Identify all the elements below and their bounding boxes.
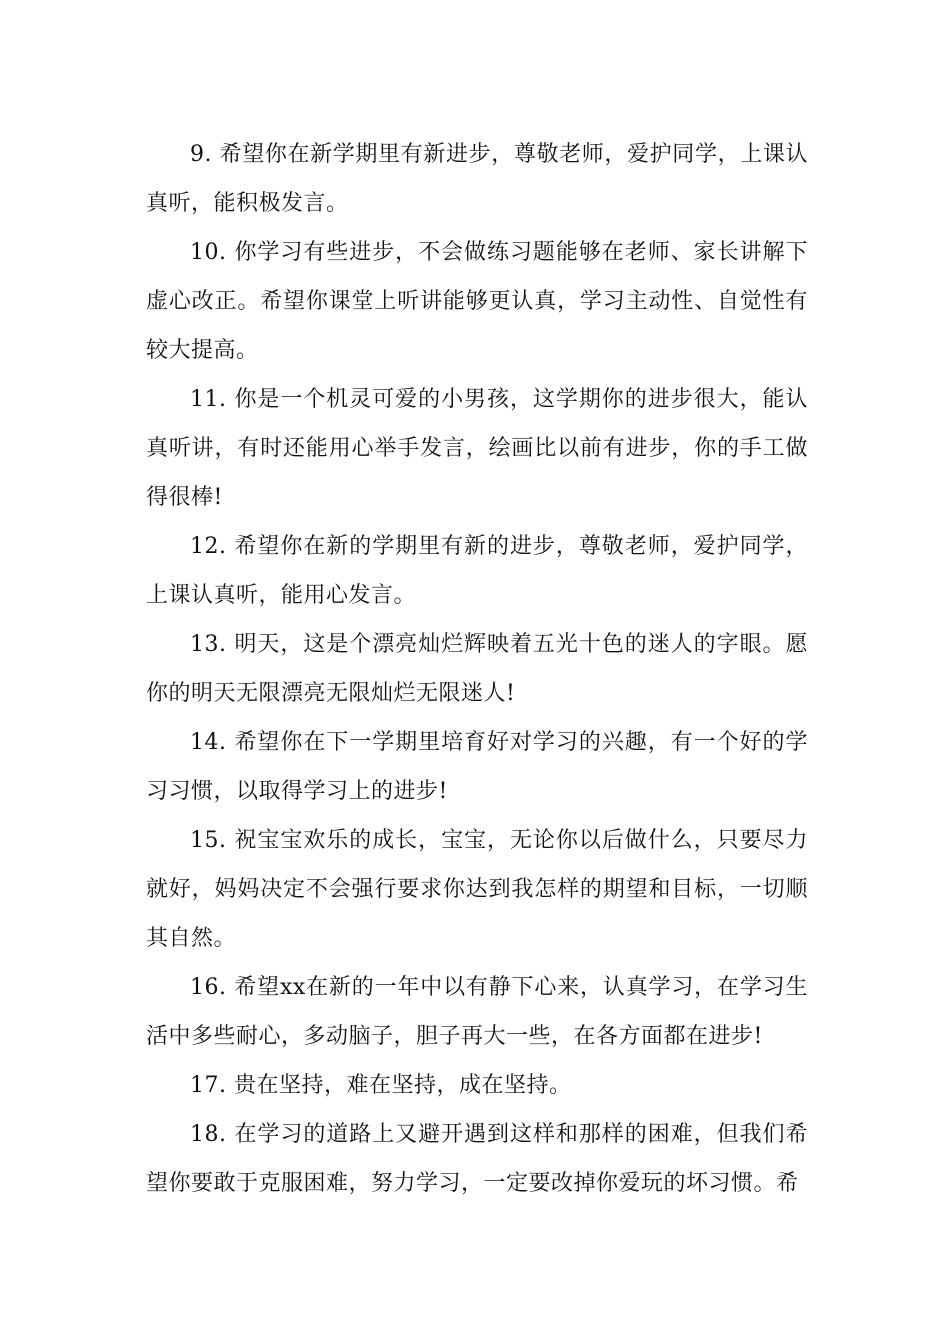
paragraph-12: 12. 希望你在新的学期里有新的进步，尊敬老师，爱护同学，上课认真听，能用心发言。 (146, 534, 808, 608)
paragraph-13: 13. 明天，这是个漂亮灿烂辉映着五光十色的迷人的字眼。愿你的明天无限漂亮无限灿烂无限迷人! (146, 632, 808, 706)
document-body (146, 130, 808, 1208)
paragraph-9: 9. 希望你在新学期里有新进步，尊敬老师，爱护同学，上课认真听，能积极发言。 (146, 142, 808, 216)
paragraph-14: 14. 希望你在下一学期里培育好对学习的兴趣，有一个好的学习习惯，以取得学习上的进步! (146, 730, 808, 804)
paragraph-16: 16. 希望xx在新的一年中以有静下心来，认真学习，在学习生活中多些耐心，多动脑子，胆子再大一些，在各方面都在进步! (146, 975, 808, 1049)
paragraph-10: 10. 你学习有些进步，不会做练习题能够在老师、家长讲解下虚心改正。希望你课堂上听讲能够更认真，学习主动性、自觉性有较大提高。 (146, 240, 808, 363)
paragraph-18: 18. 在学习的道路上又避开遇到这样和那样的困难，但我们希望你要敢于克服困难，努力学习，一定要改掉你爱玩的坏习惯。希 (146, 1122, 808, 1196)
paragraph-11: 11. 你是一个机灵可爱的小男孩，这学期你的进步很大，能认真听讲，有时还能用心举手发言，绘画比以前有进步，你的手工做得很棒! (146, 387, 808, 510)
paragraph-15: 15. 祝宝宝欢乐的成长，宝宝，无论你以后做什么，只要尽力就好，妈妈决定不会强行要求你达到我怎样的期望和目标，一切顺其自然。 (146, 828, 808, 951)
paragraph-17: 17. 贵在坚持，难在坚持，成在坚持。 (190, 1073, 572, 1098)
